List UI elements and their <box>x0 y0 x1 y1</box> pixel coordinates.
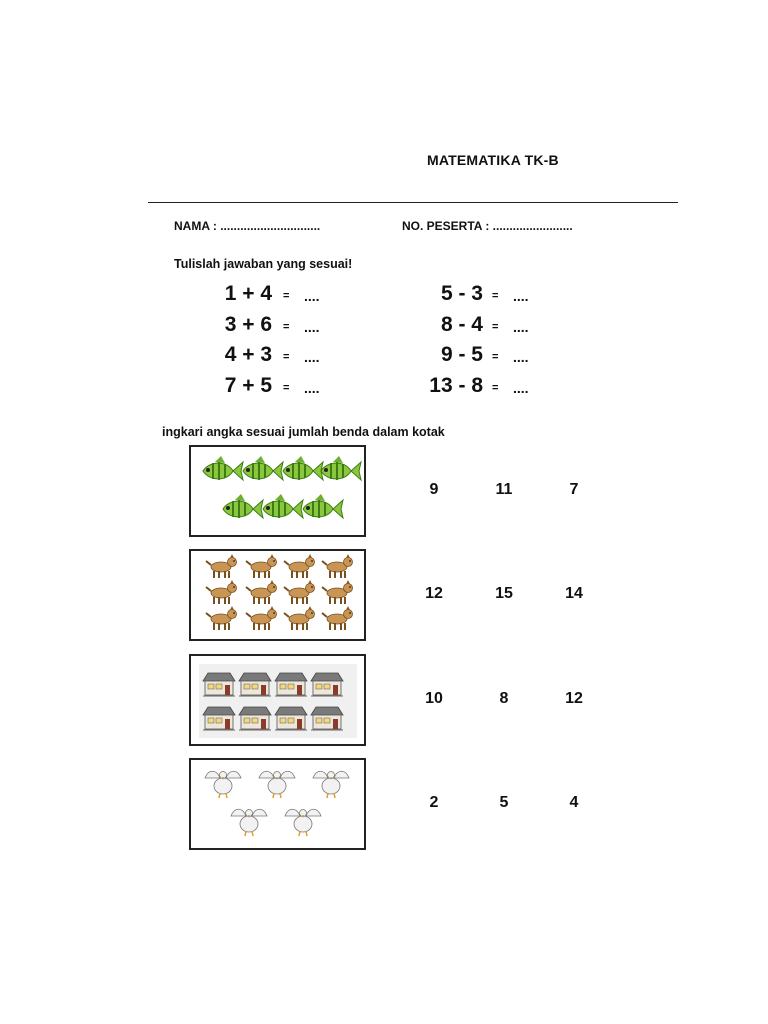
equals-sign: = <box>492 290 499 302</box>
fish-icon <box>223 494 263 518</box>
page-title: MATEMATIKA TK-B <box>427 152 559 168</box>
option-number[interactable]: 8 <box>499 690 509 707</box>
goose-icon <box>313 771 349 798</box>
equation-right-3: 9 - 5 <box>440 343 483 366</box>
equals-sign: = <box>492 351 499 363</box>
house-icon <box>239 673 271 696</box>
title-divider <box>148 202 678 203</box>
dog-icon <box>206 606 237 630</box>
fish-group <box>191 447 364 535</box>
equation-left-3: 4 + 3 <box>224 343 272 366</box>
answer-blank: .... <box>304 288 320 304</box>
house-icon <box>203 707 235 730</box>
dog-icon <box>322 606 353 630</box>
name-field: NAMA : .............................. <box>174 219 321 233</box>
equals-sign: = <box>492 321 499 333</box>
answer-blank: .... <box>513 349 529 365</box>
goose-icon <box>205 771 241 798</box>
dog-icon <box>322 554 353 578</box>
equals-sign: = <box>283 290 290 302</box>
dog-picture-box <box>189 549 366 641</box>
answer-blank: .... <box>304 349 320 365</box>
option-number[interactable]: 15 <box>495 585 513 602</box>
equals-sign: = <box>283 351 290 363</box>
fish-icon <box>203 456 243 480</box>
answer-blank: .... <box>513 288 529 304</box>
option-number[interactable]: 11 <box>495 481 513 498</box>
option-number[interactable]: 10 <box>425 690 443 707</box>
goose-group <box>191 760 364 848</box>
fish-icon <box>283 456 323 480</box>
house-picture-box <box>189 654 366 746</box>
equation-left-4: 7 + 5 <box>224 374 272 397</box>
goose-icon <box>259 771 295 798</box>
fish-picture-box <box>189 445 366 537</box>
equation-left-2: 3 + 6 <box>224 313 272 336</box>
option-number[interactable]: 14 <box>565 585 583 602</box>
equation-right-1: 5 - 3 <box>440 282 483 305</box>
dog-icon <box>246 554 277 578</box>
section2-instruction: ingkari angka sesuai jumlah benda dalam kotak <box>162 425 445 439</box>
house-icon <box>275 707 307 730</box>
goose-icon <box>231 809 267 836</box>
option-number[interactable]: 12 <box>425 585 443 602</box>
option-number[interactable]: 5 <box>499 794 509 811</box>
participant-number-field: NO. PESERTA : ........................ <box>402 219 573 233</box>
dog-icon <box>284 606 315 630</box>
goose-picture-box <box>189 758 366 850</box>
equation-right-4: 13 - 8 <box>429 374 483 397</box>
answer-blank: .... <box>513 380 529 396</box>
equation-left-1: 1 + 4 <box>224 282 272 305</box>
goose-icon <box>285 809 321 836</box>
dog-icon <box>206 554 237 578</box>
equals-sign: = <box>283 321 290 333</box>
house-icon <box>311 707 343 730</box>
dog-icon <box>206 580 237 604</box>
equals-sign: = <box>492 382 499 394</box>
answer-blank: .... <box>513 319 529 335</box>
option-number[interactable]: 12 <box>565 690 583 707</box>
fish-icon <box>263 494 303 518</box>
house-group <box>191 656 364 744</box>
option-number[interactable]: 4 <box>569 794 579 811</box>
house-icon <box>203 673 235 696</box>
dog-icon <box>246 580 277 604</box>
house-icon <box>239 707 271 730</box>
equals-sign: = <box>283 382 290 394</box>
answer-blank: .... <box>304 319 320 335</box>
option-number[interactable]: 2 <box>429 794 439 811</box>
house-icon <box>275 673 307 696</box>
fish-icon <box>303 494 343 518</box>
equation-right-2: 8 - 4 <box>440 313 483 336</box>
option-number[interactable]: 9 <box>429 481 439 498</box>
dog-icon <box>284 554 315 578</box>
dog-icon <box>284 580 315 604</box>
fish-icon <box>321 456 361 480</box>
option-number[interactable]: 7 <box>569 481 579 498</box>
answer-blank: .... <box>304 380 320 396</box>
dog-icon <box>322 580 353 604</box>
house-icon <box>311 673 343 696</box>
dog-group <box>191 551 364 639</box>
section1-instruction: Tulislah jawaban yang sesuai! <box>174 257 353 271</box>
fish-icon <box>243 456 283 480</box>
dog-icon <box>246 606 277 630</box>
